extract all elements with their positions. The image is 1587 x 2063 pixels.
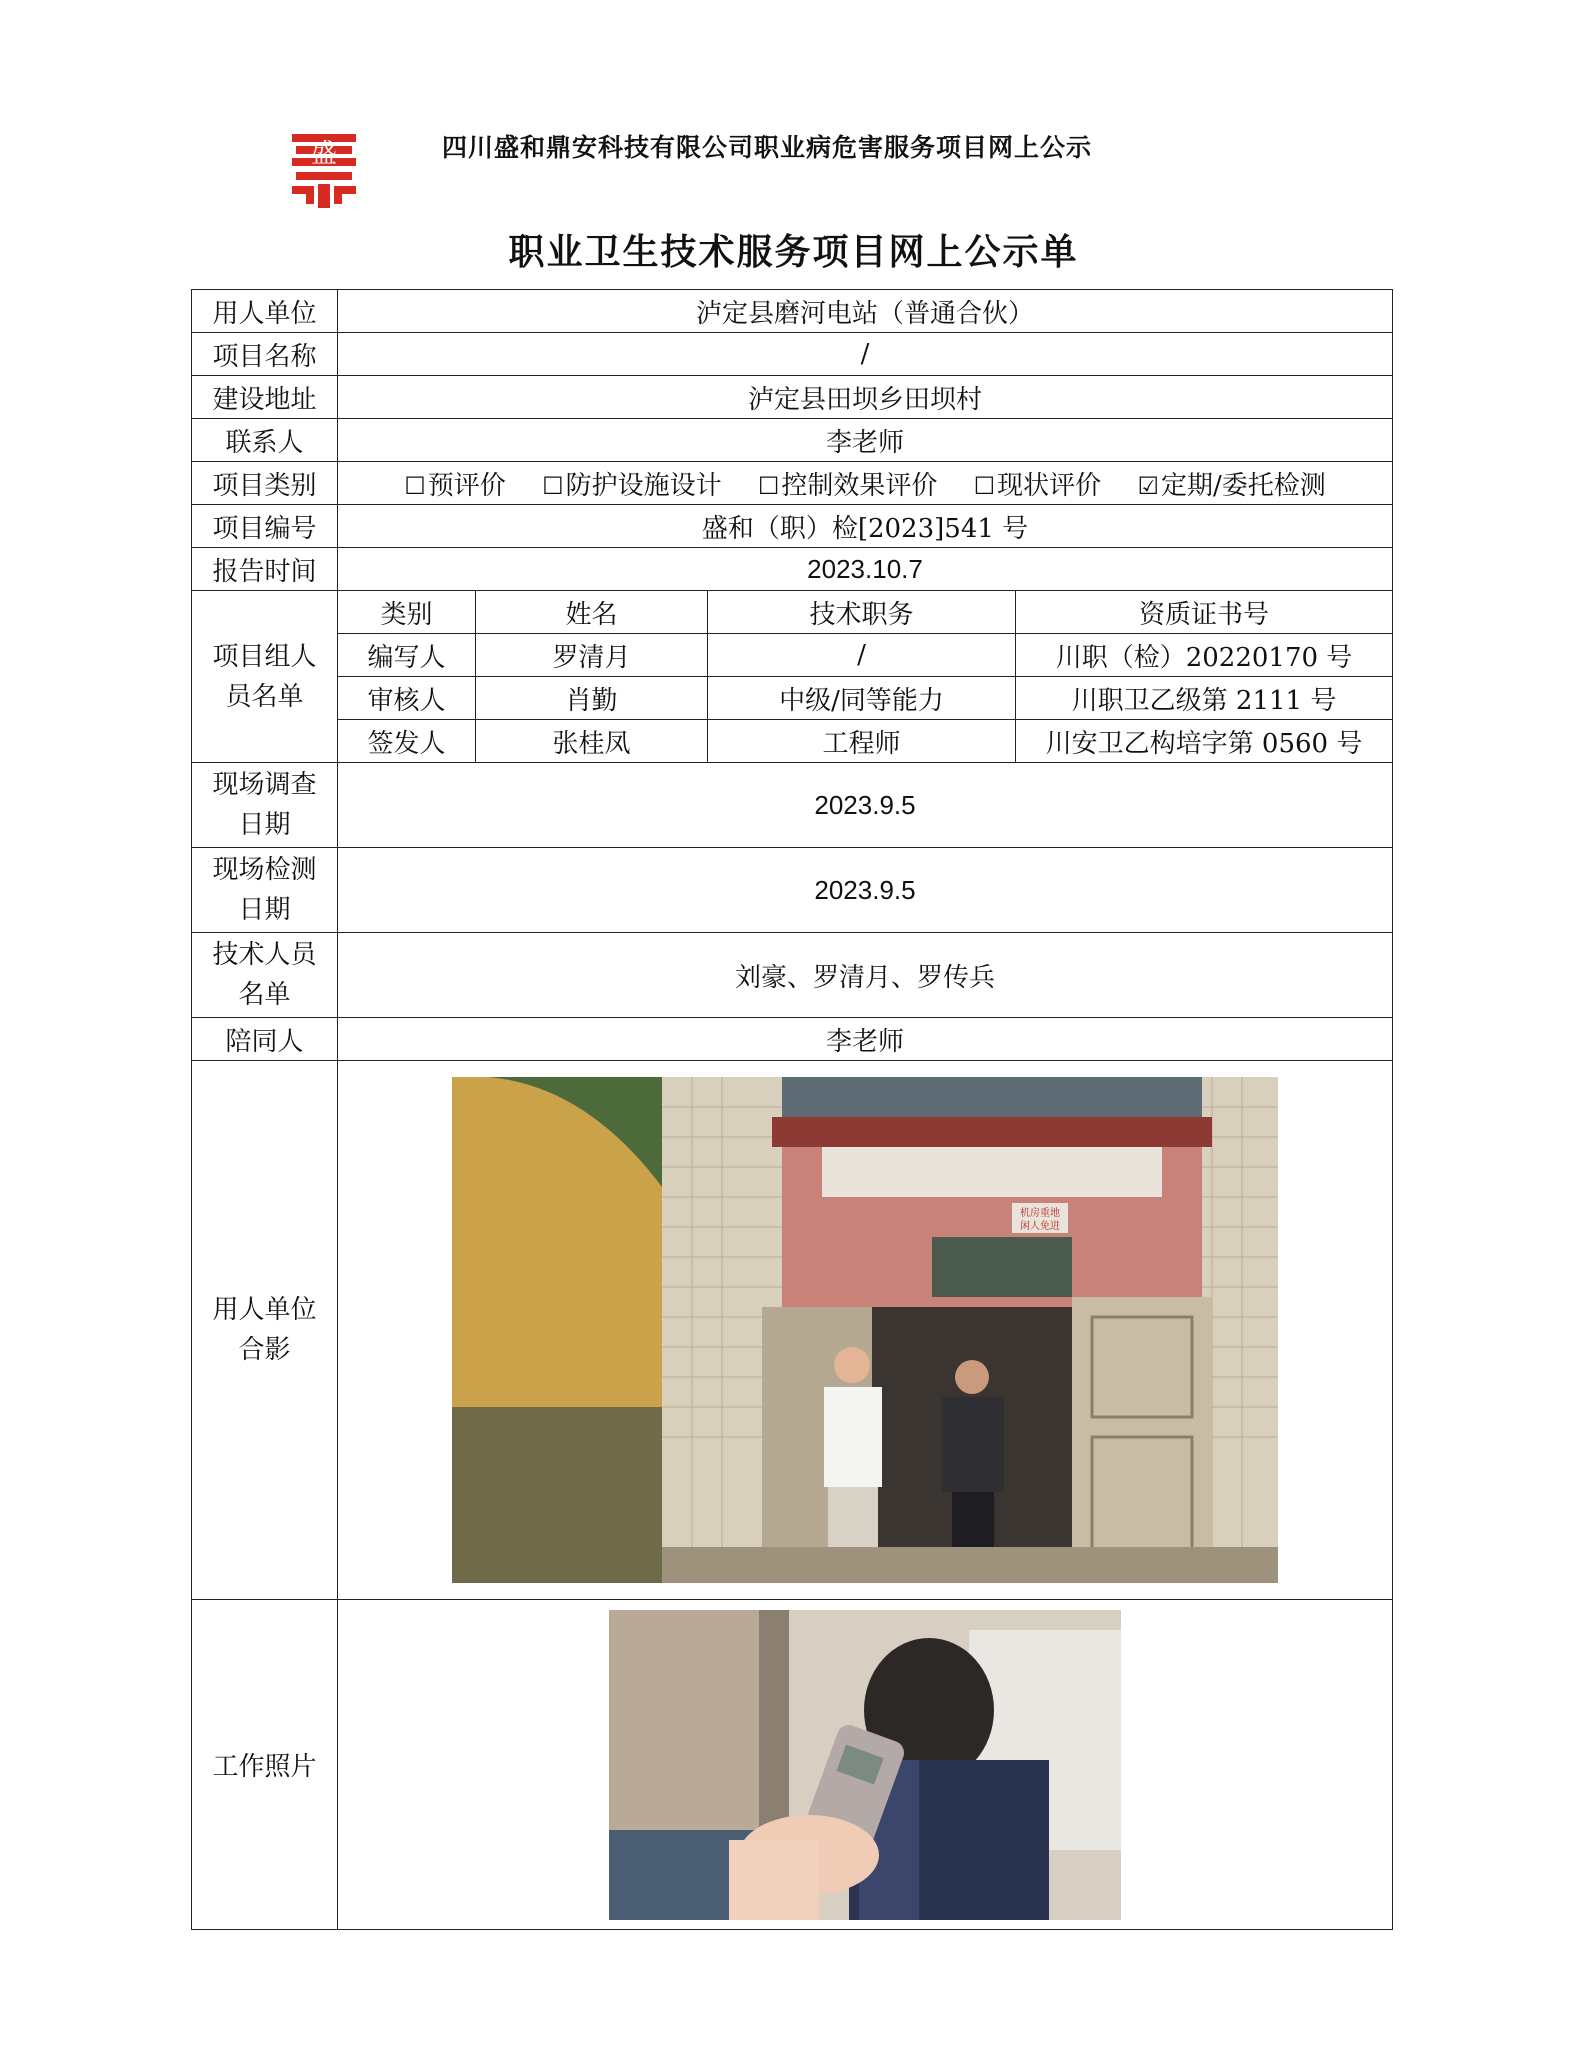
team-cell: 中级/同等能力 <box>708 677 1016 720</box>
team-cell: 审核人 <box>338 677 476 720</box>
team-cell: 川职卫乙级第 2111 号 <box>1016 677 1393 720</box>
option-label: 控制效果评价 <box>781 470 938 501</box>
company-header: 四川盛和鼎安科技有限公司职业病危害服务项目网上公示 <box>442 133 1093 162</box>
team-header-title: 技术职务 <box>708 591 1016 634</box>
option-pre-evaluation <box>404 465 506 502</box>
value-project-name: / <box>338 333 1393 376</box>
team-header-row <box>192 591 1393 634</box>
row-work-photo <box>192 1600 1393 1930</box>
notice-table <box>191 289 1393 1930</box>
value-contact: 李老师 <box>338 419 1393 462</box>
work-photo-cell <box>338 1600 1393 1930</box>
checked-checkbox-icon: ☑ <box>1137 471 1159 500</box>
team-header-role: 类别 <box>338 591 476 634</box>
row-project-name <box>192 333 1393 376</box>
team-cell: 川职（检）20220170 号 <box>1016 634 1393 677</box>
row-test-date <box>192 848 1393 933</box>
checkbox-icon: ☐ <box>542 471 564 500</box>
label-project-name: 项目名称 <box>192 333 338 376</box>
team-cell: 工程师 <box>708 720 1016 763</box>
company-logo <box>286 128 362 208</box>
option-label: 预评价 <box>427 470 506 501</box>
team-cell: 签发人 <box>338 720 476 763</box>
row-report-date <box>192 548 1393 591</box>
label-team: 项目组人 员名单 <box>192 591 338 763</box>
photo-sign-line1: 机房重地 <box>1020 1208 1060 1219</box>
photo-sign-line2: 闲人免进 <box>1020 1221 1060 1232</box>
label-category: 项目类别 <box>192 462 338 505</box>
row-employer <box>192 290 1393 333</box>
team-row-issuer <box>192 720 1393 763</box>
label-accompany: 陪同人 <box>192 1018 338 1061</box>
team-cell: 肖勤 <box>476 677 708 720</box>
group-photo-cell <box>338 1061 1393 1600</box>
option-control-evaluation <box>758 465 938 502</box>
value-tech-staff: 刘豪、罗清月、罗传兵 <box>338 933 1393 1018</box>
label-tech-staff: 技术人员 名单 <box>192 933 338 1018</box>
team-header-cert: 资质证书号 <box>1016 591 1393 634</box>
row-contact <box>192 419 1393 462</box>
option-label: 现状评价 <box>997 470 1102 501</box>
category-options <box>338 462 1393 505</box>
label-address: 建设地址 <box>192 376 338 419</box>
team-row-reviewer <box>192 677 1393 720</box>
label-contact: 联系人 <box>192 419 338 462</box>
checkbox-icon: ☐ <box>757 471 780 500</box>
checkbox-icon: ☐ <box>973 471 996 500</box>
value-survey-date: 2023.9.5 <box>338 763 1393 848</box>
option-protection-design <box>542 465 722 502</box>
option-periodic-testing <box>1137 465 1325 502</box>
checkbox-icon: ☐ <box>404 471 426 500</box>
label-survey-date: 现场调查 日期 <box>192 763 338 848</box>
row-accompany <box>192 1018 1393 1061</box>
team-cell: 川安卫乙构培字第 0560 号 <box>1016 720 1393 763</box>
option-status-evaluation <box>974 465 1102 502</box>
row-project-no <box>192 505 1393 548</box>
value-test-date: 2023.9.5 <box>338 848 1393 933</box>
option-label: 防护设施设计 <box>565 470 722 501</box>
row-address <box>192 376 1393 419</box>
row-category <box>192 462 1393 505</box>
team-cell: 编写人 <box>338 634 476 677</box>
option-label: 定期/委托检测 <box>1160 470 1326 501</box>
work-photo <box>609 1610 1121 1920</box>
label-project-no: 项目编号 <box>192 505 338 548</box>
row-survey-date <box>192 763 1393 848</box>
team-row-writer <box>192 634 1393 677</box>
logo-char: 盛 <box>310 139 338 169</box>
value-address: 泸定县田坝乡田坝村 <box>338 376 1393 419</box>
value-accompany: 李老师 <box>338 1018 1393 1061</box>
value-employer: 泸定县磨河电站（普通合伙） <box>338 290 1393 333</box>
label-test-date: 现场检测 日期 <box>192 848 338 933</box>
label-work-photo: 工作照片 <box>192 1600 338 1930</box>
group-photo <box>452 1077 1278 1583</box>
team-header-name: 姓名 <box>476 591 708 634</box>
row-tech-staff <box>192 933 1393 1018</box>
value-project-no: 盛和（职）检[2023]541 号 <box>338 505 1393 548</box>
label-report-date: 报告时间 <box>192 548 338 591</box>
team-cell: 罗清月 <box>476 634 708 677</box>
row-group-photo <box>192 1061 1393 1600</box>
label-group-photo: 用人单位 合影 <box>192 1061 338 1600</box>
team-cell: 张桂凤 <box>476 720 708 763</box>
page-title: 职业卫生技术服务项目网上公示单 <box>508 231 1079 273</box>
value-report-date: 2023.10.7 <box>338 548 1393 591</box>
label-employer: 用人单位 <box>192 290 338 333</box>
team-cell: / <box>708 634 1016 677</box>
